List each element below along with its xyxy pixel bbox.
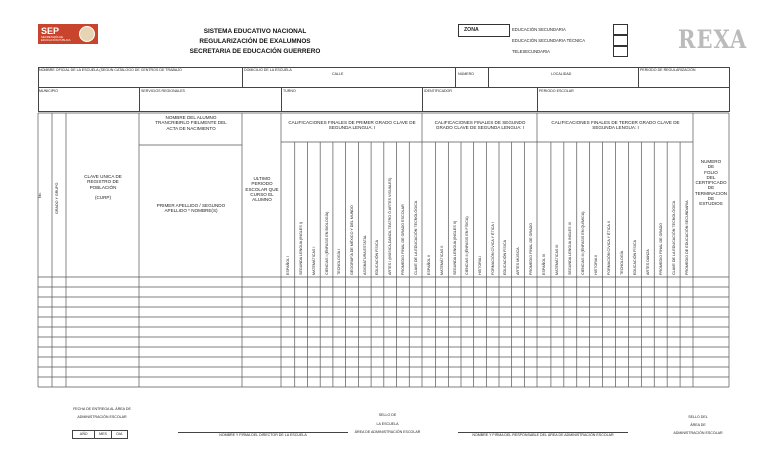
grade2-subject-0: ESPAÑOL II: [427, 254, 432, 275]
table-row[interactable]: [39, 358, 729, 367]
grade3-subject-11: PROMEDIO DE EDUCACIÓN SECUNDARIA: [684, 200, 689, 275]
edu-type-tecnica: EDUCACIÓN SECUNDARIA TÉCNICA: [512, 38, 585, 43]
grade2-subject-3: CIENCIAS II (ÉNFASIS EN FÍSICA): [465, 216, 470, 275]
date-day[interactable]: DIA: [116, 432, 123, 436]
period-label: PERIODO DE REGULARIZACIÓN: [640, 68, 696, 72]
grade3-subject-7: EDUCACIÓN FÍSICA: [632, 239, 637, 275]
address-label: DOMICILIO DE LA ESCUELA: [244, 68, 292, 72]
grade2-subject-5: FORMACIÓN CÍVICA Y ÉTICA I: [490, 222, 495, 275]
grade1-subject-1: SEGUNDA LENGUA (INGLES I): [299, 221, 304, 275]
student-name-header: NOMBRE DEL ALUMNO TRANCRIBIRLO FIELMENTE DEL ACTA DE NACIMIENTO: [155, 115, 227, 131]
grade3-subject-2: SEGUNDA LENGUA INGLES III: [568, 222, 573, 275]
turn-label: TURNO: [283, 89, 296, 93]
regional-label: SERVICIOS REGIONALES: [141, 89, 185, 93]
grade3-subject-8: ARTES DANZA: [645, 249, 650, 275]
sep-brand: SEP: [41, 26, 60, 36]
date-month[interactable]: MES: [95, 431, 111, 438]
grade1-subject-3: CIENCIAS I (ÉNFASIS EN BIOLOGÍA): [324, 211, 329, 275]
delivery-date-label: FECHA DE ENTREGA AL ÁREA DE ADMINISTRACIÓN ESCOLAR: [73, 407, 131, 419]
grade2-subject-2: SEGUNDA LENGUA (INGLES II): [452, 220, 457, 275]
date-year[interactable]: AÑO: [73, 431, 95, 438]
sep-subtitle: SECRETARÍA DE EDUCACIÓN PÚBLICA: [41, 35, 71, 43]
grade1-subject-4: TECNOLOGÍA I: [337, 248, 342, 275]
municipality-label: MUNICIPIO: [39, 89, 58, 93]
grade1-subject-8: ARTES I (MÚSICA,DANZA,TEATRO Ó ARTES VISUALES): [388, 177, 393, 275]
street-label: CALLE: [332, 72, 344, 76]
table-row[interactable]: [39, 378, 729, 387]
number-label: NÚMERO: [458, 72, 474, 76]
responsible-label: NOMBRE Y FIRMA DEL RESPONSABLE DEL ÁREA DE ADMINISTRACIÓN ESCOLAR: [472, 433, 614, 437]
no-header: No.: [38, 192, 42, 198]
curp-header: CLAVE UNICA DE REGISTRO DE POBLACIÓN (CURP): [84, 174, 122, 201]
grade3-subject-6: TECNOLOGÍA: [619, 250, 624, 275]
table-row[interactable]: [39, 298, 729, 307]
title-line-1: SISTEMA EDUCATIVO NACIONAL: [203, 28, 307, 35]
title-line-3: SECRETARIA DE EDUCACIÓN GUERRERO: [189, 48, 321, 55]
folio-header: NUMERO DE FOLIO DEL CERTIFICADO DE TERMINACION DE ESTUDIOS: [694, 159, 728, 207]
grade2-header: CALIFICACIONES FINALES DE SEGUNDO GRADO CLAVE DE SEGUNDA LENGUA: I: [434, 120, 526, 131]
student-name-subheader: PRIMER APELLIDO / SEGUNDO APELLIDO * NOMBRE(S): [156, 203, 226, 214]
grade3-subject-9: PROMEDIO FINAL DE GRADO: [658, 222, 663, 275]
director-label: NOMBRE Y FIRMA DEL DIRECTOR DE LA ESCUELA: [219, 433, 307, 437]
last-period-header: ULTIMO PERIODO ESCOLAR QUE CURSO EL ALUMNO: [245, 176, 279, 203]
grade2-subject-7: ARTES MÚSICA: [516, 247, 520, 275]
school-name-label: NOMBRE OFICIAL DE LA ESCUELA (SEGÚN CATALOGO DE CENTROS DE TRABAJO: [39, 68, 182, 72]
zona-label: ZONA: [464, 27, 479, 33]
school-seal-label: SELLO DE LA ESCUELA ÁREA DE ADMINISTRACIÓN ESCOLAR: [354, 413, 421, 434]
grade1-subject-5: GEOGRAFÍA DE MÉXICO Y DEL MUNDO: [350, 205, 354, 275]
table-row[interactable]: [39, 328, 729, 337]
rexa-logo: REXA: [678, 24, 748, 54]
edu-type-telesecundaria: TELESECUNDARIA: [512, 49, 550, 54]
grade3-subject-5: FORMACIÓN CÍVICA Y ÉTICA II: [607, 221, 612, 275]
grade2-subject-8: PROMEDIO FINAL DE GRADO: [528, 222, 533, 275]
identifier-label: IDENTIFICADOR: [424, 89, 452, 93]
table-row[interactable]: [39, 308, 729, 317]
grade3-subject-10: CLAVE DE LA EDUCACIÓN TECNOLÓGICA: [671, 200, 676, 275]
grade1-subject-9: PROMEDIO FINAL DE GRADO ESCOLAR: [400, 204, 405, 275]
table-row[interactable]: [39, 338, 729, 347]
table-row[interactable]: [39, 318, 729, 327]
grade1-header: CALIFICACIONES FINALES DE PRIMER GRADO CLAVE DE SEGUNDA LENGUA: I: [288, 120, 416, 131]
grade1-subject-0: ESPAÑOL I: [286, 255, 291, 275]
grade2-subject-1: MATEMÁTICAS II: [440, 245, 444, 275]
area-seal-label: SELLO DEL ÁREA DE ADMINISTRACIÓN ESCOLAR: [673, 415, 723, 435]
table-row[interactable]: [39, 288, 729, 297]
table-row[interactable]: [39, 348, 729, 357]
grade3-header: CALIFICACIONES FINALES DE TERCER GRADO CLAVE DE SEGUNDA LENGUA: I: [551, 120, 680, 131]
grade3-subject-0: ESPAÑOL III: [542, 253, 547, 275]
grade1-subject-7: EDUCACIÓN FÍSICA: [375, 239, 380, 275]
grade3-subject-1: MATEMÁTICAS III: [555, 244, 560, 275]
grade1-subject-10: CLAVE DE LA EDUCACIÓN TECNOLÓGICA: [413, 200, 418, 275]
grade1-subject-2: MATEMÁTICAS I: [311, 246, 316, 275]
grade2-subject-6: EDUCACIÓN FÍSICA: [503, 239, 508, 275]
grade-group-header: GRADO Y GRUPO: [55, 182, 59, 214]
grade1-subject-6: ASIGNATURA ESTATAL: [362, 234, 367, 275]
locality-label: LOCALIDAD: [551, 72, 572, 76]
grade3-subject-4: HISTORIA II: [594, 254, 599, 275]
grade2-subject-4: HISTORIA I: [478, 255, 482, 275]
school-period-label: PERIODO ESCOLAR: [539, 89, 574, 93]
table-row[interactable]: [39, 368, 729, 377]
title-line-2: REGULARIZACIÓN DE EXALUMNOS: [199, 38, 311, 45]
table-row[interactable]: [39, 278, 729, 287]
grade3-subject-3: CIENCIAS III (ÉNFASIS EN QUÍMICA): [581, 211, 586, 275]
edu-type-secundaria: EDUCACIÓN SECUNDARIA: [512, 27, 566, 32]
delivery-date-field[interactable]: [72, 430, 128, 439]
